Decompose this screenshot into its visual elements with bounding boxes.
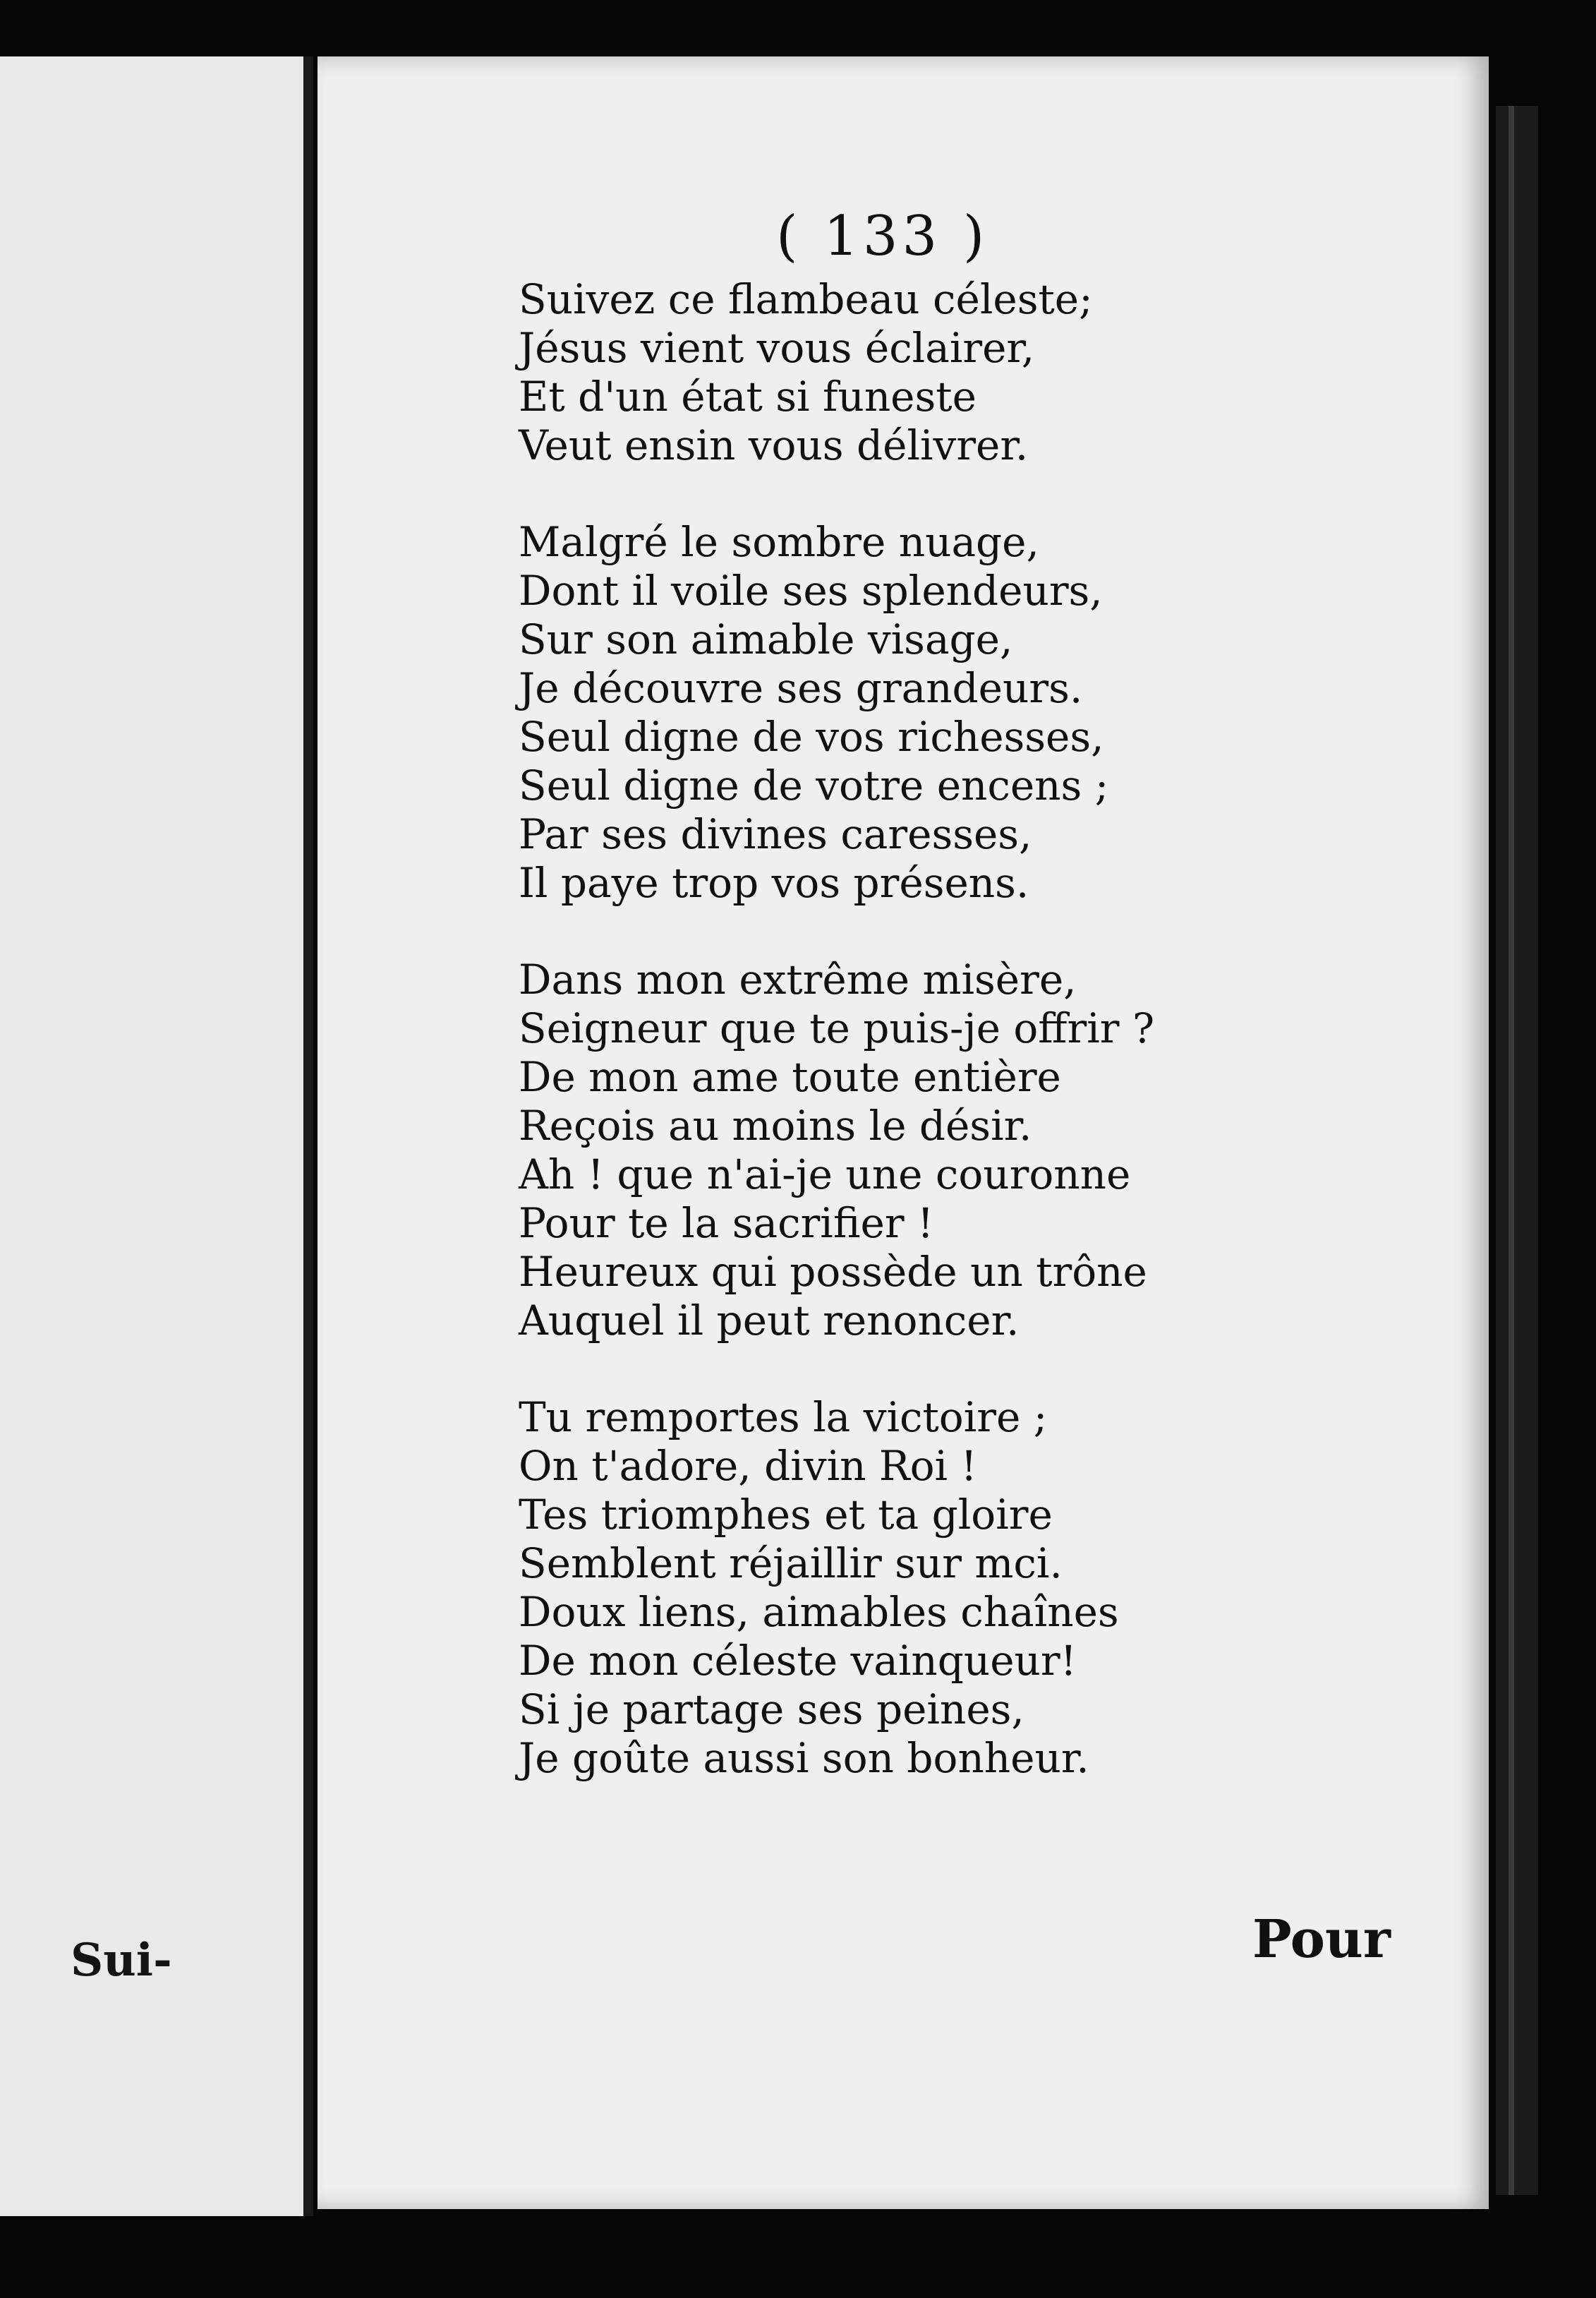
verse: On t'adore, divin Roi ! (519, 1442, 977, 1490)
verse: Et d'un état si funeste (519, 373, 977, 421)
verse: Auquel il peut renoncer. (519, 1297, 1020, 1344)
verse: De mon ame toute entière (519, 1053, 1061, 1101)
verse: De mon céleste vainqueur! (519, 1637, 1077, 1685)
verse: Si je partage ses peines, (519, 1685, 1024, 1733)
verse: Suivez ce flambeau céleste; (519, 275, 1093, 323)
page-number: ( 133 ) (776, 205, 989, 268)
verse: Veut ensin vous délivrer. (519, 421, 1029, 469)
verse: Jésus vient vous éclairer, (519, 324, 1035, 372)
verse: Reçois au moins le désir. (519, 1102, 1032, 1150)
left-page-catchword: Sui- (71, 1934, 172, 1987)
stanza-2 (519, 518, 1154, 908)
verse: Semblent réjaillir sur mci. (519, 1539, 1063, 1587)
verse: Doux liens, aimables chaînes (519, 1588, 1119, 1636)
verse: Je goûte aussi son bonheur. (519, 1734, 1089, 1782)
verse: Ah ! que n'ai-je une couronne (519, 1150, 1131, 1198)
verse: Heureux qui possède un trône (519, 1248, 1147, 1296)
verse: Je découvre ses grandeurs. (519, 664, 1083, 712)
verse: Dont il voile ses splendeurs, (519, 567, 1103, 615)
page-edge (1496, 106, 1538, 2195)
poem (519, 275, 1154, 1831)
verse: Seul digne de votre encens ; (519, 762, 1109, 810)
verse: Dans mon extrême misère, (519, 956, 1077, 1004)
verse: Tu remportes la victoire ; (519, 1393, 1048, 1441)
stanza-1 (519, 275, 1154, 470)
verse: Pour te la sacrifier ! (519, 1199, 934, 1247)
catchword: Pour (1252, 1909, 1391, 1970)
left-page (0, 56, 313, 2216)
verse: Seul digne de vos richesses, (519, 713, 1104, 761)
stanza-3 (519, 956, 1154, 1345)
stanza-4 (519, 1393, 1154, 1783)
verse: Par ses divines caresses, (519, 810, 1032, 858)
verse: Il paye trop vos présens. (519, 859, 1029, 907)
verse: Malgré le sombre nuage, (519, 518, 1039, 566)
verse: Tes triomphes et ta gloire (519, 1491, 1053, 1539)
verse: Sur son aimable visage, (519, 615, 1013, 663)
verse: Seigneur que te puis-je offrir ? (519, 1004, 1155, 1052)
